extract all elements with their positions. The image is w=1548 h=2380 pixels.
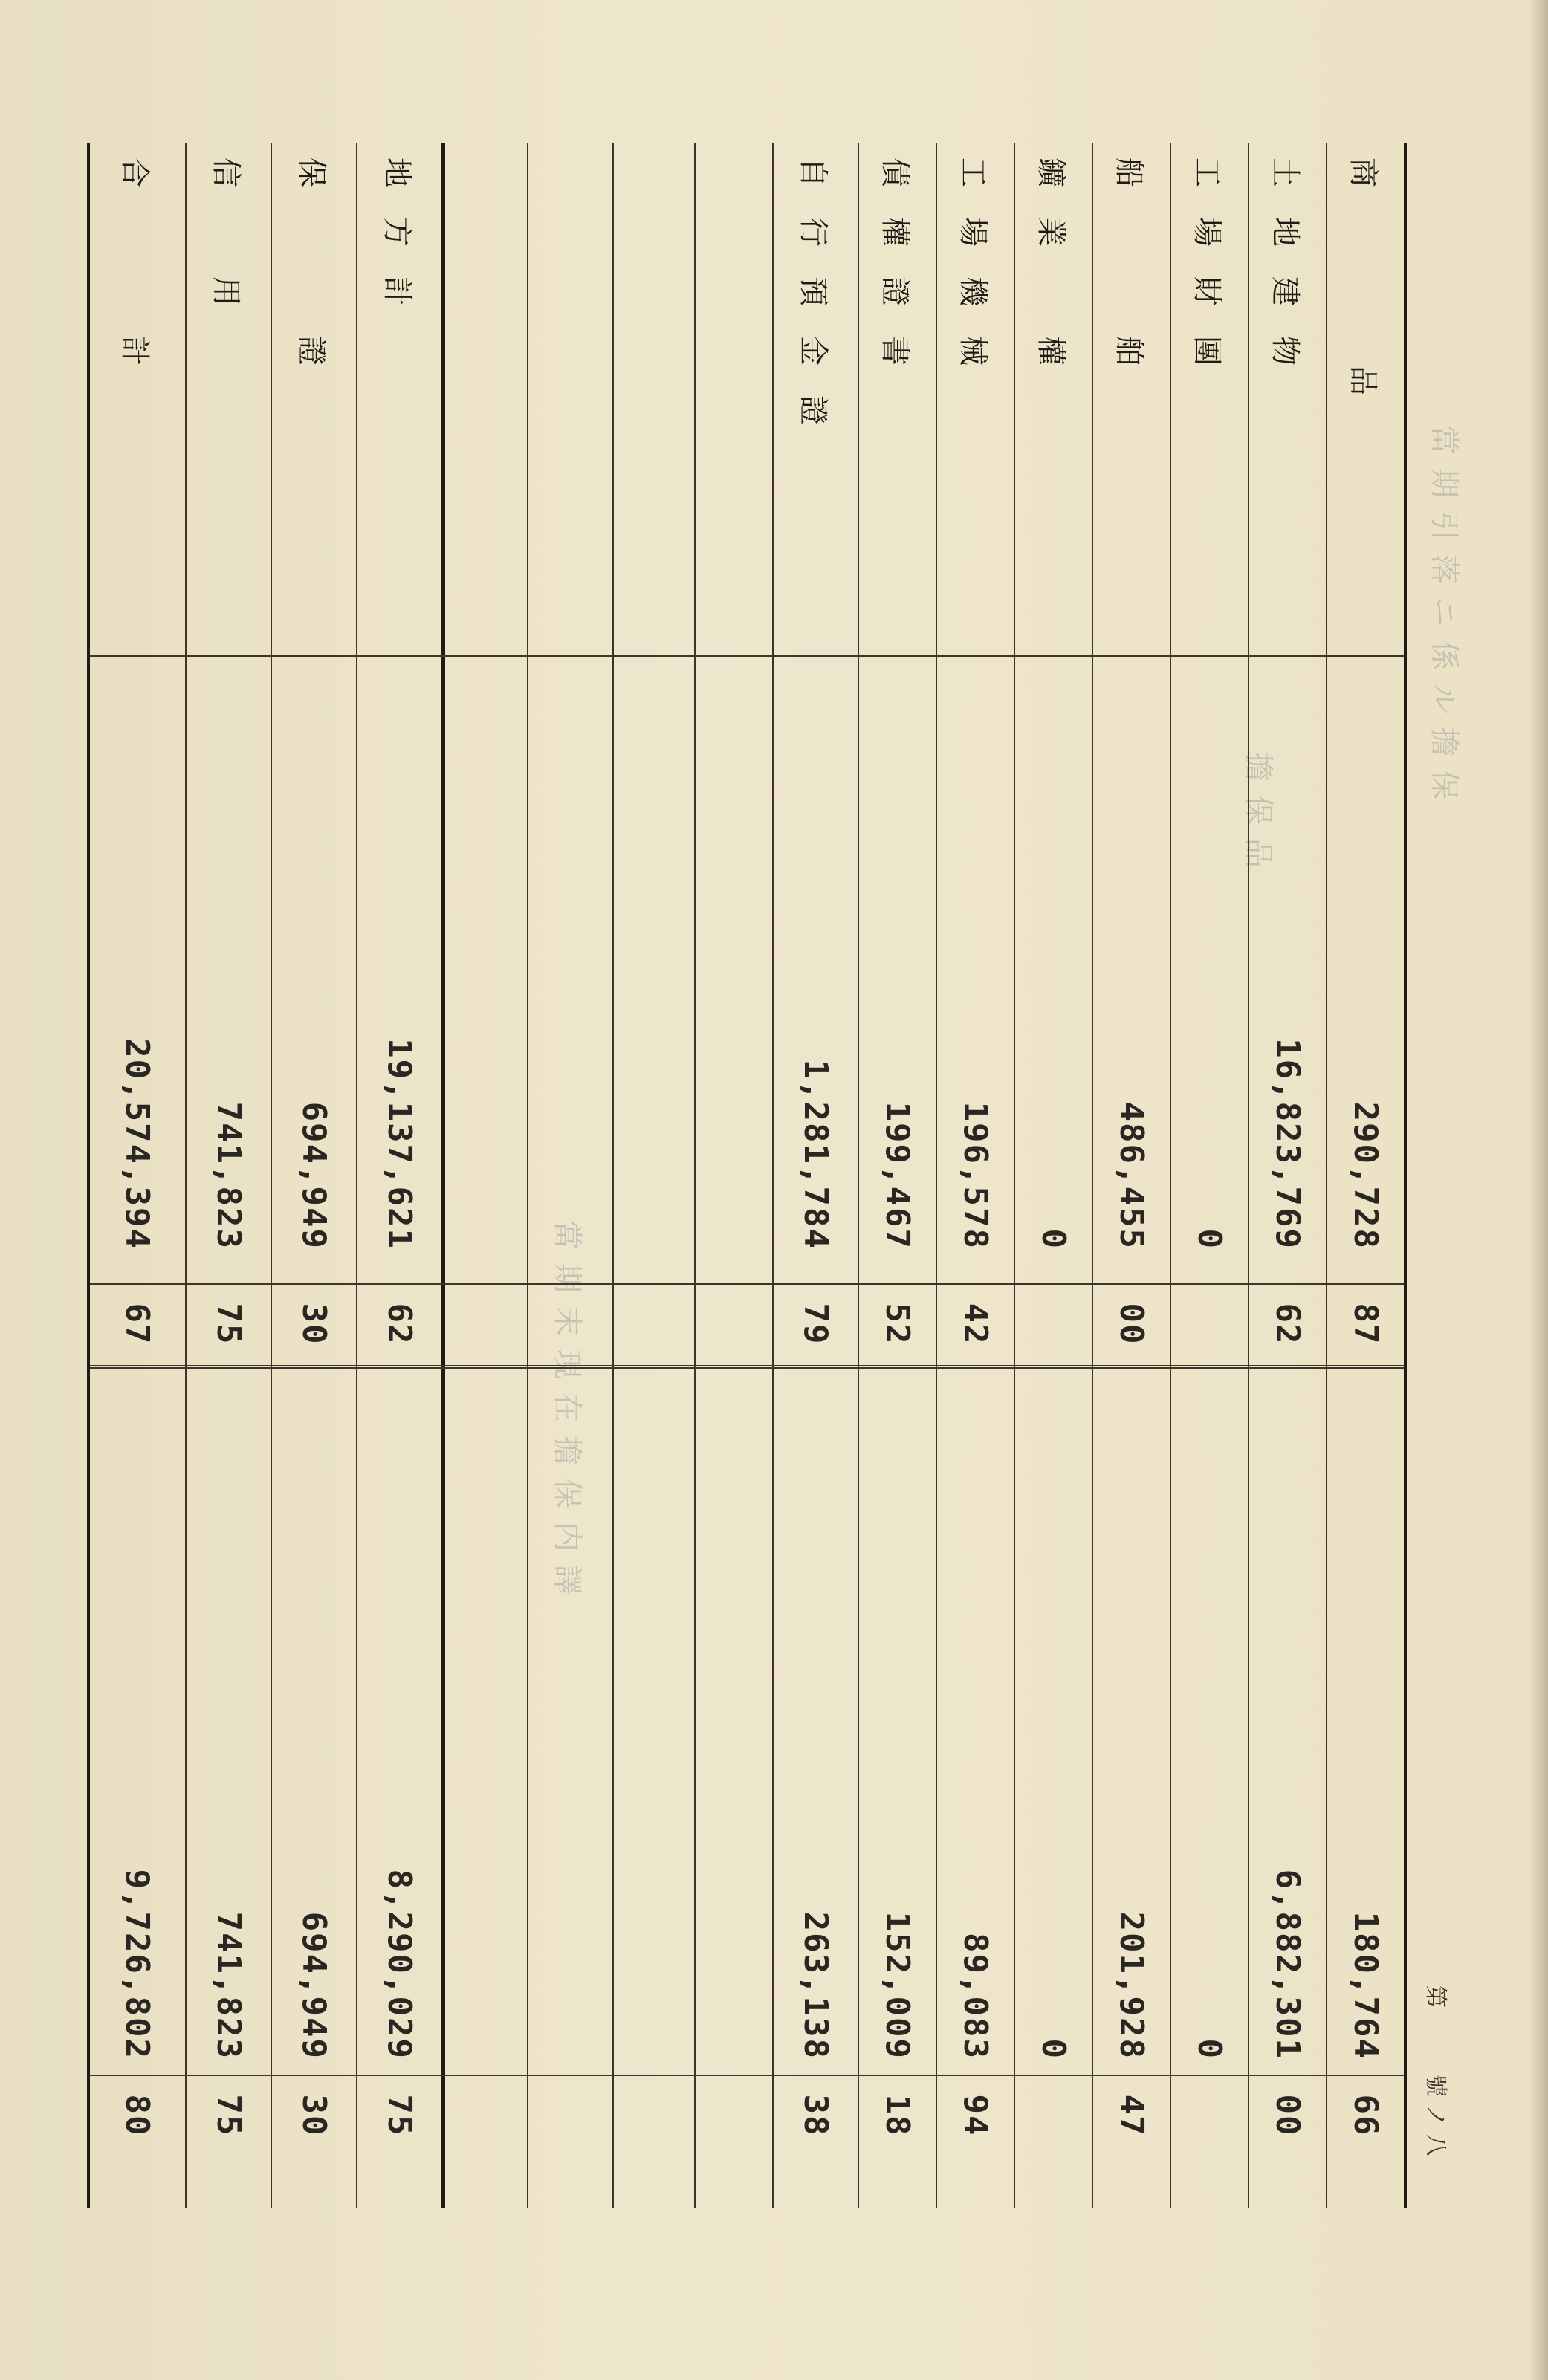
table-row bbox=[1326, 143, 1404, 2208]
amount-column-1 bbox=[528, 663, 612, 1257]
sen-column-1: 79 bbox=[797, 1303, 835, 1346]
table-row bbox=[1248, 143, 1326, 2208]
amount-column-2: 694,949 bbox=[295, 1911, 333, 2060]
amount-column-1: 0 bbox=[1034, 1228, 1072, 1250]
row-label: 商 品 bbox=[1346, 158, 1380, 395]
amount-column-2 bbox=[614, 1376, 694, 2067]
sen-column-1: 00 bbox=[1113, 1303, 1150, 1346]
sen-column-1: 67 bbox=[118, 1303, 157, 1346]
amount-column-1: 196,578 bbox=[956, 1101, 994, 1250]
table-row bbox=[772, 143, 858, 2208]
subtotal-row bbox=[356, 143, 441, 2208]
sen-column-2 bbox=[528, 2082, 612, 2149]
amount-column-1: 0 bbox=[1191, 1228, 1228, 1250]
table-row bbox=[694, 143, 772, 2208]
amount-column-1 bbox=[614, 663, 694, 1257]
bleed-through-text: 當期引落ニ係ル擔保 bbox=[1427, 425, 1461, 813]
amount-column-1: 16,823,769 bbox=[1269, 1038, 1306, 1250]
row-label: 鑛 業 權 bbox=[1034, 158, 1068, 366]
amount-column-2: 180,764 bbox=[1347, 1911, 1385, 2060]
table-row bbox=[1014, 143, 1092, 2208]
row-label: 自 行 預 金 證 bbox=[796, 158, 830, 425]
table-row bbox=[271, 143, 356, 2208]
sen-column-2 bbox=[696, 2082, 772, 2149]
page-number-label: 第 號ノ八 bbox=[1422, 1985, 1448, 2164]
amount-column-2 bbox=[528, 1376, 612, 2067]
amount-column-1: 694,949 bbox=[295, 1101, 333, 1250]
sen-column-2: 75 bbox=[380, 2094, 418, 2137]
page-edge-shadow bbox=[1529, 0, 1548, 2380]
table-row bbox=[612, 143, 694, 2208]
amount-column-1: 20,574,394 bbox=[118, 1038, 157, 1250]
column-divider bbox=[90, 1365, 1404, 1369]
amount-column-2: 0 bbox=[1034, 2038, 1072, 2060]
row-label: 債 權 證 書 bbox=[878, 158, 912, 366]
amount-column-2: 0 bbox=[1191, 2038, 1228, 2060]
table-row bbox=[1170, 143, 1248, 2208]
amount-column-2: 263,138 bbox=[797, 1911, 835, 2060]
amount-column-2: 201,928 bbox=[1113, 1911, 1150, 2060]
amount-column-2: 6,882,301 bbox=[1269, 1869, 1306, 2060]
row-label: 船 舶 bbox=[1112, 158, 1146, 366]
sen-column-2: 47 bbox=[1113, 2094, 1150, 2137]
row-label: 工 場 機 械 bbox=[956, 158, 990, 366]
row-label: 地 方 計 bbox=[380, 158, 414, 306]
sen-column-1 bbox=[1015, 1291, 1092, 1358]
sen-column-2 bbox=[445, 2082, 527, 2149]
sen-column-2: 75 bbox=[210, 2094, 247, 2137]
table-row bbox=[527, 143, 612, 2208]
sen-column-1: 52 bbox=[878, 1303, 916, 1346]
table-row bbox=[858, 143, 936, 2208]
total-row bbox=[90, 143, 185, 2208]
sen-column-2: 80 bbox=[118, 2094, 157, 2137]
row-label: 保 證 bbox=[294, 158, 328, 366]
amount-column-1 bbox=[696, 663, 772, 1257]
amount-column-1: 199,467 bbox=[878, 1101, 916, 1250]
row-label bbox=[445, 143, 527, 655]
sen-column-2: 30 bbox=[295, 2094, 333, 2137]
amount-column-2: 741,823 bbox=[210, 1911, 247, 2060]
sen-column-1 bbox=[614, 1291, 694, 1358]
sen-column-2 bbox=[614, 2082, 694, 2149]
amount-column-2 bbox=[696, 1376, 772, 2067]
sen-column-2: 18 bbox=[878, 2094, 916, 2137]
row-label bbox=[614, 143, 694, 655]
sen-column-1: 42 bbox=[956, 1303, 994, 1346]
table-row bbox=[185, 143, 271, 2208]
amount-column-1: 290,728 bbox=[1347, 1101, 1385, 1250]
amount-column-2: 89,083 bbox=[956, 1933, 994, 2060]
row-label bbox=[528, 143, 612, 655]
amount-column-2: 9,726,802 bbox=[118, 1869, 157, 2060]
sen-column-1: 30 bbox=[295, 1303, 333, 1346]
amount-column-1: 486,455 bbox=[1113, 1101, 1150, 1250]
sen-column-1 bbox=[1171, 1291, 1248, 1358]
sen-column-2: 00 bbox=[1269, 2094, 1306, 2137]
row-label bbox=[696, 143, 772, 655]
row-label: 土 地 建 物 bbox=[1268, 158, 1302, 366]
sen-column-1 bbox=[528, 1291, 612, 1358]
amount-column-1 bbox=[445, 663, 527, 1257]
table-row bbox=[1092, 143, 1170, 2208]
row-label: 工 場 財 團 bbox=[1190, 158, 1224, 366]
bleed-through-text: 擔保品 bbox=[1241, 752, 1275, 881]
row-label: 合 計 bbox=[117, 158, 152, 366]
rotated-ledger-sheet bbox=[87, 143, 1460, 2208]
sen-column-2: 38 bbox=[797, 2094, 835, 2137]
row-label: 信 用 bbox=[209, 158, 243, 306]
column-divider bbox=[90, 655, 1404, 657]
amount-column-1: 19,137,621 bbox=[380, 1038, 418, 1250]
amount-column-2: 8,290,029 bbox=[380, 1869, 418, 2060]
sen-column-2: 66 bbox=[1347, 2094, 1385, 2137]
sen-column-1: 62 bbox=[380, 1303, 418, 1346]
sen-column-1 bbox=[445, 1291, 527, 1358]
sen-column-1 bbox=[696, 1291, 772, 1358]
amount-column-1: 741,823 bbox=[210, 1101, 247, 1250]
table-row bbox=[936, 143, 1014, 2208]
amount-column-2: 152,009 bbox=[878, 1911, 916, 2060]
column-divider bbox=[90, 2075, 1404, 2076]
amount-column-1: 1,281,784 bbox=[797, 1059, 835, 1250]
sen-column-1: 75 bbox=[210, 1303, 247, 1346]
sen-column-2 bbox=[1171, 2082, 1248, 2149]
sen-column-2 bbox=[1015, 2082, 1092, 2149]
table-row bbox=[441, 143, 527, 2208]
amount-column-2 bbox=[445, 1376, 527, 2067]
sen-column-2: 94 bbox=[956, 2094, 994, 2137]
sen-column-1: 87 bbox=[1347, 1303, 1385, 1346]
collateral-ledger-table bbox=[87, 143, 1407, 2208]
bleed-through-text: 當期末現在擔保内譯 bbox=[550, 1220, 584, 1608]
column-divider bbox=[90, 1283, 1404, 1285]
sen-column-1: 62 bbox=[1269, 1303, 1306, 1346]
